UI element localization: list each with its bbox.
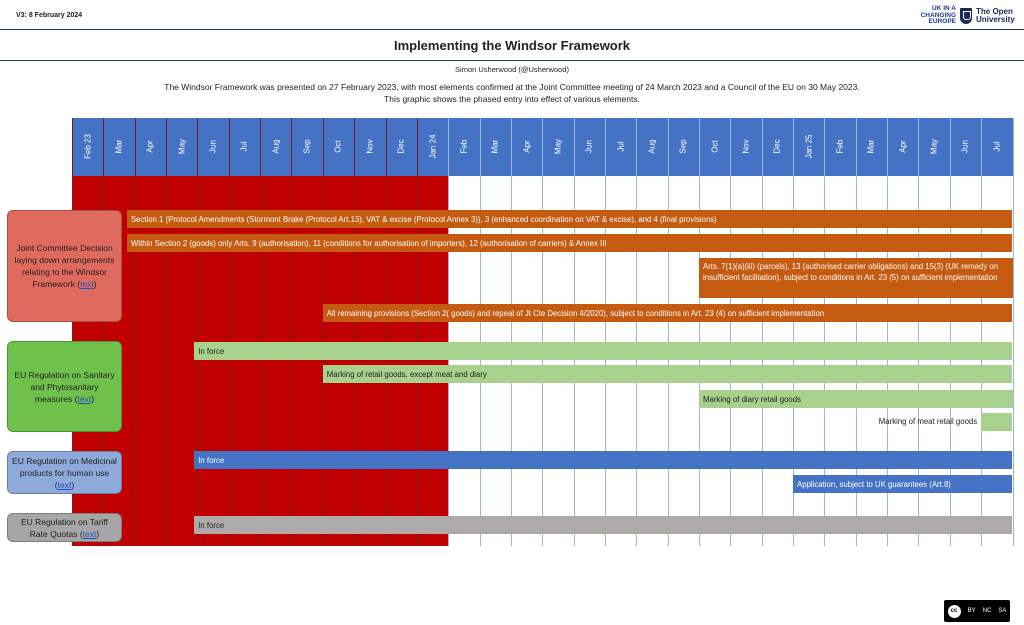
grid-line <box>699 118 700 546</box>
category-label: Joint Committee Decision laying down arrangements relating to the Windsor Framework (text) <box>14 243 115 289</box>
month-label: Jul <box>992 141 1002 152</box>
category-box <box>7 451 122 494</box>
month-label: Jun <box>960 140 970 153</box>
grid-line <box>417 118 418 546</box>
month-label: Mar <box>866 139 876 154</box>
category-text-link[interactable]: text <box>80 279 94 289</box>
grid-line <box>229 118 230 546</box>
timeline-bar: All remaining provisions (Section 2( goods) and repeal of Jt Cte Decision 4/2020), subject to conditions in Art. 23 (4) on sufficient implementation <box>323 304 1013 322</box>
month-label: Jul <box>239 141 249 152</box>
grid-line <box>323 118 324 546</box>
grid-line <box>354 118 355 546</box>
month-label: Jul <box>616 141 626 152</box>
license-by: BY <box>967 608 976 614</box>
month-label: Aug <box>271 139 281 154</box>
grid-line <box>448 118 449 546</box>
grid-line <box>542 118 543 546</box>
grid-line <box>574 118 575 546</box>
category-text-link[interactable]: text <box>77 393 92 404</box>
month-label: Apr <box>898 140 908 153</box>
timeline-bar: Section 1 (Protocol Amendments (Stormont Brake (Protocol Art.13), VAT & excise (Protocol Annex 3)), 3 (enhanced coordination on VAT & excise), and 4 (final provisions) <box>127 210 1013 228</box>
timeline-bar: Application, subject to UK guarantees (Art.8) <box>793 475 1012 493</box>
month-label: Jan 24 <box>428 134 438 159</box>
category-label: EU Regulation on Medicinal products for human use (text) <box>12 455 117 490</box>
timeline-bar: Marking of diary retail goods <box>699 390 1013 408</box>
description: The Windsor Framework was presented on 27 February 2023, with most elements confirmed at the Joint Committee meeting of 24 March 2023 and a Council of the EU on 30 May 2023. This graphic shows the phased entry into effect of various elements. <box>164 82 860 104</box>
grid-line <box>291 118 292 546</box>
category-box <box>7 341 122 432</box>
month-label: Sep <box>302 139 312 154</box>
category-text-link[interactable]: text <box>82 528 97 539</box>
month-label: Oct <box>710 140 720 153</box>
timeline-bar: In force <box>194 342 1012 360</box>
month-label: May <box>553 138 563 155</box>
month-label: Aug <box>647 139 657 154</box>
timeline-bar: Arts. 7(1)(a)(iii) (parcels), 13 (authorised carrier obligations) and 15(3) (UK remedy on insufficient facilitation), subject to conditions in Art. 23 (5) on sufficient implementation <box>699 258 1013 298</box>
month-label: Apr <box>145 140 155 153</box>
ukice-logo: UK IN A CHANGING EUROPE <box>920 5 956 25</box>
grid-line <box>668 118 669 546</box>
category-box <box>7 513 122 542</box>
grid-line <box>511 118 512 546</box>
month-label: Oct <box>333 140 343 153</box>
grid-line <box>480 118 481 546</box>
grid-line <box>636 118 637 546</box>
grid-line <box>197 118 198 546</box>
grid-line <box>605 118 606 546</box>
timeline-bar: Within Section 2 (goods) only Arts. 9 (authorisation), 11 (conditions for authorisation of importers), 12 (authorisation of carriers) & Annex III <box>127 234 1013 252</box>
grid-line <box>166 118 167 546</box>
month-label: Nov <box>365 139 375 154</box>
month-label: Jun <box>584 140 594 153</box>
category-box <box>7 210 122 322</box>
month-label: Mar <box>114 139 124 154</box>
timeline-bar: In force <box>194 516 1012 534</box>
timeline-bar <box>981 413 1012 431</box>
month-label: Dec <box>396 139 406 154</box>
month-label: Apr <box>522 140 532 153</box>
version-label: V3: 8 February 2024 <box>16 12 83 19</box>
month-label: Feb <box>459 139 469 154</box>
category-label: EU Regulation on Tariff Rate Quotas (text) <box>20 516 109 539</box>
grid-line <box>762 118 763 546</box>
month-label: Sep <box>678 139 688 154</box>
month-label: Nov <box>741 139 751 154</box>
grid-line <box>260 118 261 546</box>
timeline-bar: In force <box>194 451 1012 469</box>
month-label: Feb <box>835 139 845 154</box>
page-title: Implementing the Windsor Framework <box>393 38 631 53</box>
timeline-bar-label: Marking of meat retail goods <box>878 417 978 426</box>
grid-line <box>730 118 731 546</box>
grid-line <box>386 118 387 546</box>
month-label: Dec <box>772 139 782 154</box>
author-credit: Simon Usherwood (@Usherwood) <box>455 65 569 74</box>
month-label: Jun <box>208 140 218 153</box>
cc-icon: cc <box>948 605 961 618</box>
license-nc: NC <box>982 608 992 614</box>
grid-line <box>1013 118 1014 546</box>
month-label: May <box>929 138 939 155</box>
category-label: EU Regulation on Sanitary and Phytosanitary measures (text) <box>14 369 115 404</box>
grid-line <box>135 118 136 546</box>
month-label: Feb 23 <box>83 134 93 159</box>
month-label: Jan 25 <box>804 134 814 159</box>
month-label: Mar <box>490 139 500 154</box>
open-university-logo: The Open University <box>976 6 1015 24</box>
creative-commons-badge[interactable] <box>944 600 1010 622</box>
license-sa: SA <box>998 608 1007 614</box>
timeline-bar: Marking of retail goods, except meat and diary <box>323 365 1013 383</box>
month-label: May <box>177 138 187 155</box>
category-text-link[interactable]: text <box>57 479 72 490</box>
